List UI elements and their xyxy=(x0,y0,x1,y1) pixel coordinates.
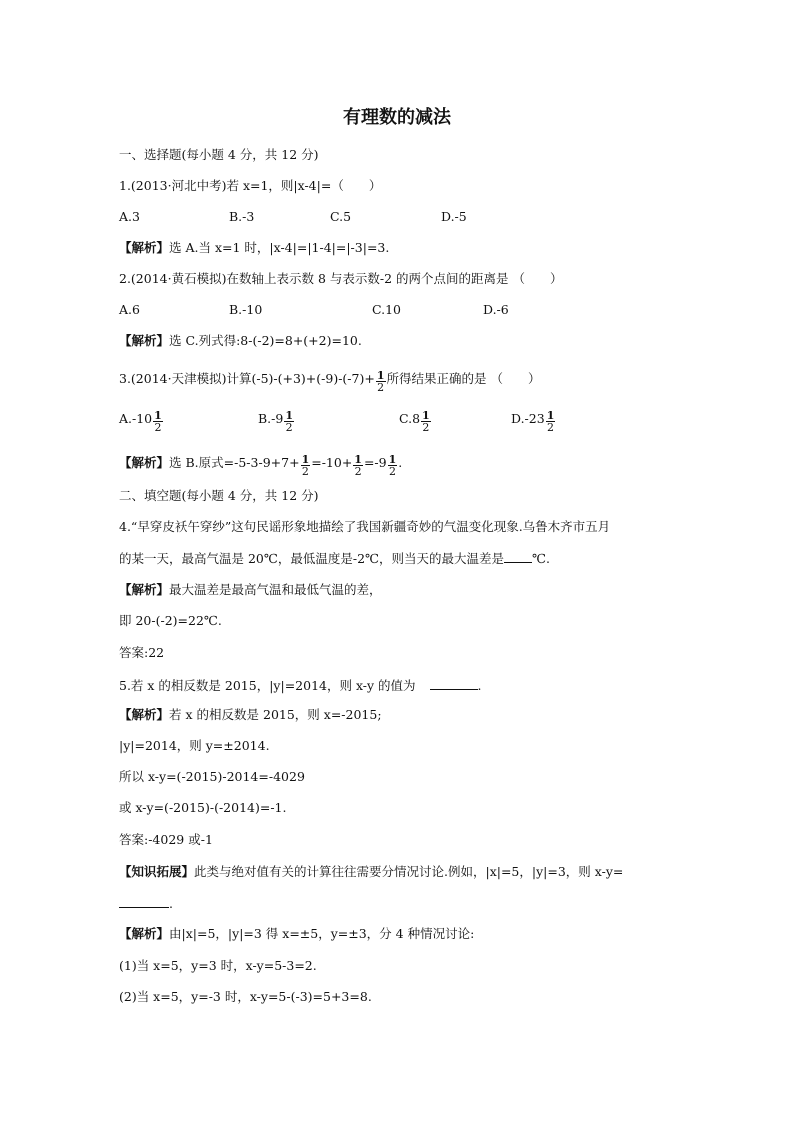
q4-answer: 答案:22 xyxy=(119,645,165,660)
analysis-tag: 【解析】 xyxy=(119,455,170,470)
q5-analysis-line2: |y|=2014，则 y=±2014. xyxy=(119,738,270,753)
q5-analysis-text: 若 x 的相反数是 2015，则 x=-2015; xyxy=(169,707,382,722)
fraction-numerator: 1 xyxy=(301,453,310,466)
answer-blank xyxy=(119,895,169,908)
fraction-one-half xyxy=(353,454,363,477)
fraction-numerator: 1 xyxy=(546,409,555,422)
question-4-stem-line1: 4.“早穿皮袄午穿纱”这句民谣形象地描绘了我国新疆奇妙的气温变化现象.乌鲁木齐市五月 xyxy=(119,519,611,534)
fraction-denominator: 2 xyxy=(547,421,555,434)
fraction-denominator: 2 xyxy=(301,465,309,478)
q5-answer: 答案:-4029 或-1 xyxy=(119,832,213,847)
page-title: 有理数的减法 xyxy=(343,107,451,128)
question-2-stem: 2.(2014·黄石模拟)在数轴上表示数 8 与表示数-2 的两个点间的距离是 （ ） xyxy=(119,271,563,286)
section-heading-fill: 二、填空题(每小题 4 分，共 12 分) xyxy=(119,488,319,503)
extension-case-2: (2)当 x=5，y=-3 时，x-y=5-(-3)=5+3=8. xyxy=(119,989,372,1004)
analysis-tag: 【解析】 xyxy=(119,333,170,348)
analysis-tag: 【解析】 xyxy=(119,582,170,597)
q3-stem-post: 所得结果正确的是 （ ） xyxy=(386,371,541,386)
fraction-denominator: 2 xyxy=(354,465,362,478)
section-heading-choice: 一、选择题(每小题 4 分，共 12 分) xyxy=(119,147,319,162)
q1-option-b: B.-3 xyxy=(229,209,255,224)
q3-option-b-label: B.-9 xyxy=(258,411,284,426)
fraction-denominator: 2 xyxy=(422,421,430,434)
q3-stem-pre: 3.(2014·天津模拟)计算(-5)-(+3)+(-9)-(-7)+ xyxy=(119,371,375,386)
q2-analysis xyxy=(119,333,362,349)
extension-tag: 【知识拓展】 xyxy=(119,864,195,879)
q3-option-d-label: D.-23 xyxy=(511,411,545,426)
fraction-numerator: 1 xyxy=(154,409,162,422)
q3-analysis-part1: 选 B.原式=-5-3-9+7+ xyxy=(169,455,300,470)
q5-analysis-line4: 或 x-y=(-2015)-(-2014)=-1. xyxy=(119,800,287,815)
q4-analysis-text: 最大温差是最高气温和最低气温的差， xyxy=(169,582,382,597)
q2-option-d: D.-6 xyxy=(483,302,509,317)
extension-end: . xyxy=(169,896,173,911)
q2-analysis-text: 选 C.列式得:8-(-2)=8+(+2)=10. xyxy=(169,333,362,348)
q4-stem-post: ℃. xyxy=(532,551,550,566)
q3-option-b xyxy=(258,408,295,434)
q4-analysis-line2: 即 20-(-2)=22℃. xyxy=(119,613,222,628)
fraction-numerator: 1 xyxy=(376,369,385,382)
q3-option-d xyxy=(511,408,556,434)
q2-option-c: C.10 xyxy=(372,302,401,317)
knowledge-extension xyxy=(119,864,623,880)
fraction-one-half xyxy=(301,454,311,477)
q3-option-c-label: C.8 xyxy=(399,411,421,426)
q4-analysis xyxy=(119,582,382,598)
fraction-numerator: 1 xyxy=(285,409,293,422)
q2-option-a: A.6 xyxy=(119,302,140,317)
extension-analysis xyxy=(119,926,474,942)
answer-blank xyxy=(430,677,478,690)
extension-blank-line xyxy=(119,895,173,912)
q2-option-b: B.-10 xyxy=(229,302,263,317)
analysis-tag: 【解析】 xyxy=(119,707,170,722)
fraction-one-half xyxy=(546,410,556,433)
question-5-stem xyxy=(119,677,482,694)
question-1-stem: 1.(2013·河北中考)若 x=1，则|x-4|=（ ） xyxy=(119,178,382,193)
fraction-numerator: 1 xyxy=(388,453,397,466)
q5-stem-post: . xyxy=(477,678,482,693)
fraction-one-half xyxy=(388,454,398,477)
q3-option-a-label: A.-10 xyxy=(119,411,153,426)
extension-case-1: (1)当 x=5，y=3 时，x-y=5-3=2. xyxy=(119,958,317,973)
fraction-denominator: 2 xyxy=(388,465,396,478)
q4-stem-pre: 的某一天，最高气温是 20℃，最低温度是-2℃，则当天的最大温差是 xyxy=(119,551,505,566)
q5-stem-pre: 5.若 x 的相反数是 2015，|y|=2014，则 x-y 的值为 xyxy=(119,678,416,693)
answer-blank xyxy=(504,550,532,563)
analysis-tag: 【解析】 xyxy=(119,926,170,941)
fraction-one-half xyxy=(153,410,163,433)
q3-analysis-part3: =-9 xyxy=(363,455,387,470)
q1-option-c: C.5 xyxy=(330,209,352,224)
q3-analysis-part2: =-10+ xyxy=(311,455,353,470)
q3-analysis xyxy=(119,452,403,478)
question-4-stem-line2 xyxy=(119,550,550,567)
q1-analysis-text: 选 A.当 x=1 时，|x-4|=|1-4|=|-3|=3. xyxy=(169,240,390,255)
fraction-numerator: 1 xyxy=(422,409,430,422)
q3-analysis-part4: . xyxy=(398,455,403,470)
fraction-one-half xyxy=(376,370,386,393)
q5-analysis xyxy=(119,707,382,723)
q1-option-d: D.-5 xyxy=(441,209,467,224)
q1-analysis xyxy=(119,240,389,256)
fraction-denominator: 2 xyxy=(377,381,385,394)
question-3-stem xyxy=(119,368,541,394)
q5-analysis-line3: 所以 x-y=(-2015)-2014=-4029 xyxy=(119,769,305,784)
q3-option-a xyxy=(119,408,164,434)
extension-text: 此类与绝对值有关的计算往往需要分情况讨论.例如，|x|=5，|y|=3，则 x-y= xyxy=(194,864,624,879)
q1-option-a: A.3 xyxy=(119,209,140,224)
fraction-one-half xyxy=(421,410,431,433)
fraction-denominator: 2 xyxy=(285,421,293,434)
fraction-numerator: 1 xyxy=(354,453,362,466)
analysis-tag: 【解析】 xyxy=(119,240,170,255)
fraction-denominator: 2 xyxy=(154,421,162,434)
extension-analysis-text: 由|x|=5，|y|=3 得 x=±5，y=±3，分 4 种情况讨论: xyxy=(169,926,475,941)
fraction-one-half xyxy=(284,410,294,433)
q3-option-c xyxy=(399,408,432,434)
